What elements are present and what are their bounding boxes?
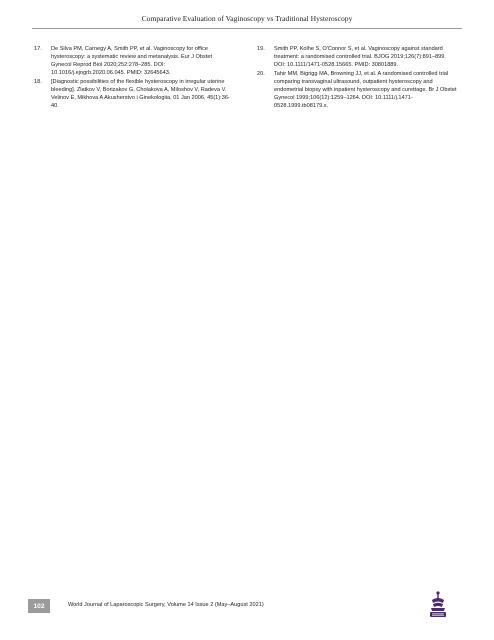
reference-text: De Silva PM, Carnegy A, Smith PP, et al. Vaginoscopy for office hysteroscopy: a systematic review and metanalysis. Eur J Obstet Gynecol Reprod Biol 2020;252:278–285. DOI: 10.1016/j.ejogrb.2020.06.045. PMID: 32645643. [51,46,213,77]
reference-item [257,45,457,69]
reference-text: Tahir MM, Bigrigg MA, Browning JJ, et al. A randomised controlled trial comparing transvaginal ultrasound, outpatient hysteroscopy and endometrial biopsy with inpatient hysteroscopy and curettage. Br J Obstet Gynecol 1999;106(12):1259–1264. DOI: 10.1111/j.1471-0528.1999.tb08179.x. [274,70,457,110]
reference-item [34,78,234,110]
references-left-column [34,45,234,111]
journal-citation: World Journal of Laparoscopic Surgery, Volume 14 Issue 2 (May–August 2021) [68,602,264,608]
page-footer [28,599,458,615]
page-number: 102 [28,599,50,613]
reference-number: 19. [257,46,265,52]
reference-item [34,45,234,77]
header-divider [32,28,462,29]
reference-number: 17. [34,46,42,52]
references-right-column [257,45,457,111]
reference-number: 18. [34,78,42,85]
running-header-title: Comparative Evaluation of Vaginoscopy vs Traditional Hysteroscopy [141,14,353,23]
reference-item [257,70,457,110]
reference-text: Smith PP, Kolhe S, O'Connor S, et al. Vaginoscopy against standard treatment: a randomised controlled trial. BJOG 2019;126(7):891–899. DOI: 10.1111/1471-0528.15665. PMID: 30801889. [274,46,446,69]
reference-text: [Diagnostic possibilities of the flexible hysteroscopy in irregular uterine bleeding]. Zlatkov V, Borizakov G, Cholakova A, Miloshov V, Radeva V. Velinov E, Mikhova A Akusherstvo i Ginekologiia, 01 Jan 2006, 45(1):36-40. [51,78,230,110]
reference-number: 20. [257,70,265,77]
jaypee-publisher-logo-icon [427,590,449,620]
